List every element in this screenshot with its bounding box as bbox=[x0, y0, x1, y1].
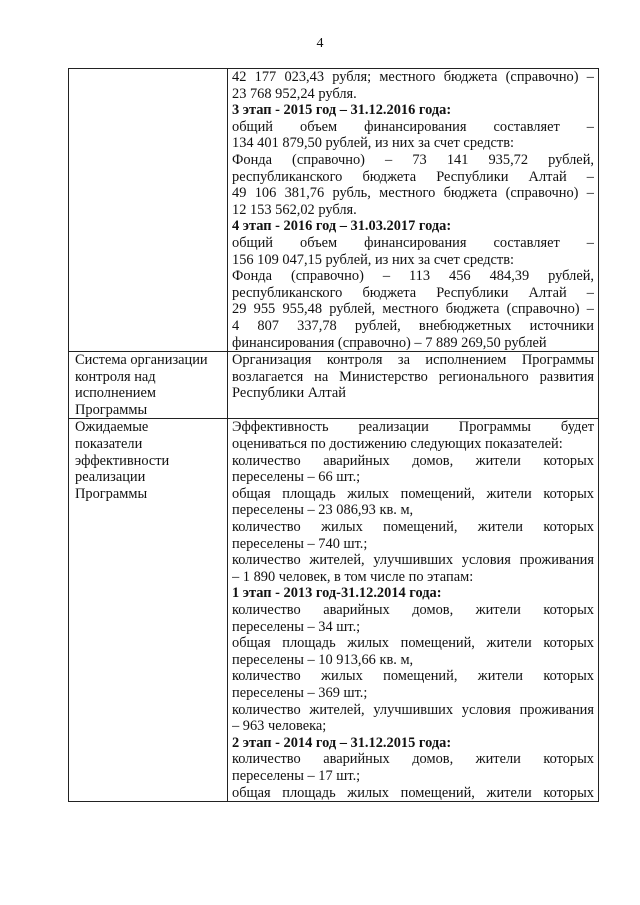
content-line: переселены – 10 913,66 кв. м, bbox=[232, 651, 414, 668]
content-line: общая площадь жилых помещений, жители которых bbox=[232, 784, 594, 801]
content-line: количество аварийных домов, жители которых bbox=[232, 452, 594, 469]
content-line: количество жителей, улучшивших условия проживания bbox=[232, 552, 594, 569]
content-line: 156 109 047,15 рублей, из них за счет средств: bbox=[232, 251, 515, 268]
content-line: количество жилых помещений, жители которых bbox=[232, 519, 594, 536]
content-line: оцениваться по достижению следующих показателей: bbox=[232, 436, 563, 453]
content-line: – 963 человека; bbox=[232, 718, 327, 735]
content-line: количество аварийных домов, жители которых bbox=[232, 602, 594, 618]
table-row bbox=[69, 352, 599, 419]
content-line: 4 807 337,78 рублей, внебюджетных источники bbox=[232, 317, 594, 334]
content-line: 12 153 562,02 рубля. bbox=[232, 201, 357, 218]
content-line: Фонда (справочно) – 73 141 935,72 рублей, bbox=[232, 151, 594, 168]
content-line: Эффективность реализации Программы будет bbox=[232, 419, 594, 436]
stage-heading: 4 этап - 2016 год – 31.03.2017 года: bbox=[232, 218, 452, 235]
content-line: республиканского бюджета Республики Алтай – bbox=[232, 168, 594, 185]
content-line: переселены – 66 шт.; bbox=[232, 469, 361, 486]
stage-heading: 2 этап - 2014 год – 31.12.2015 года: bbox=[232, 734, 452, 751]
table-row bbox=[69, 419, 599, 802]
content-line: общий объем финансирования составляет – bbox=[232, 118, 594, 135]
row-label-line: Программы bbox=[75, 485, 148, 502]
content-line: переселены – 369 шт.; bbox=[232, 684, 368, 701]
content-line: общая площадь жилых помещений, жители которых bbox=[232, 485, 594, 502]
table-row bbox=[69, 69, 599, 352]
row-label-line: исполнением bbox=[75, 385, 156, 402]
content-line: общий объем финансирования составляет – bbox=[232, 234, 594, 251]
content-line: переселены – 34 шт.; bbox=[232, 618, 361, 635]
content-line: 49 106 381,76 рубль, местного бюджета (справочно) – bbox=[232, 185, 594, 202]
row-content-cell bbox=[228, 352, 599, 419]
content-line: общая площадь жилых помещений, жители которых bbox=[232, 635, 594, 652]
row-label-line: Программы bbox=[75, 401, 148, 418]
content-line: 134 401 879,50 рублей, из них за счет средств: bbox=[232, 135, 515, 152]
page-number: 4 bbox=[316, 36, 324, 51]
content-line: республиканского бюджета Республики Алтай – bbox=[232, 284, 594, 301]
row-label bbox=[73, 352, 223, 418]
content-line: Республики Алтай bbox=[232, 385, 346, 402]
content-line: 23 768 952,24 рубля. bbox=[232, 85, 357, 102]
row-label-line: Ожидаемые bbox=[75, 419, 149, 436]
row-label-line: Система организации bbox=[75, 352, 208, 369]
content-line: количество аварийных домов, жители которых bbox=[232, 751, 594, 768]
row-label-cell bbox=[69, 352, 228, 419]
row-label-line: контроля над bbox=[75, 368, 156, 385]
stage-heading: 3 этап - 2015 год – 31.12.2016 года: bbox=[232, 102, 452, 119]
row-label-cell bbox=[69, 419, 228, 802]
row-label-line: показатели bbox=[75, 436, 143, 453]
content-line: Фонда (справочно) – 113 456 484,39 рублей, bbox=[232, 268, 594, 285]
content-line: переселены – 17 шт.; bbox=[232, 767, 361, 784]
row-content-cell bbox=[228, 419, 599, 802]
table-body bbox=[69, 69, 599, 802]
content-line: финансирования (справочно) – 7 889 269,50 рублей bbox=[232, 334, 547, 351]
stage-heading: 1 этап - 2013 год-31.12.2014 года: bbox=[232, 585, 442, 602]
row-label-cell bbox=[69, 69, 228, 352]
row-content-cell bbox=[228, 69, 599, 352]
program-passport-table bbox=[68, 68, 599, 802]
row-label-line: эффективности bbox=[75, 452, 170, 469]
content-line: Организация контроля за исполнением Программы bbox=[232, 352, 594, 369]
content-line: переселены – 740 шт.; bbox=[232, 535, 368, 552]
content-line: количество жителей, улучшивших условия проживания bbox=[232, 701, 594, 718]
row-label-line: реализации bbox=[75, 469, 146, 486]
content-line: количество жилых помещений, жители которых bbox=[232, 668, 594, 685]
content-line: возлагается на Министерство регионального развития bbox=[232, 368, 594, 385]
content-line: 42 177 023,43 рубля; местного бюджета (справочно) – bbox=[232, 69, 594, 85]
content-line: переселены – 23 086,93 кв. м, bbox=[232, 502, 414, 519]
content-line: – 1 890 человек, в том числе по этапам: bbox=[232, 568, 474, 585]
row-label bbox=[73, 419, 223, 502]
content-line: 29 955 955,48 рублей, местного бюджета (справочно) – bbox=[232, 301, 594, 318]
